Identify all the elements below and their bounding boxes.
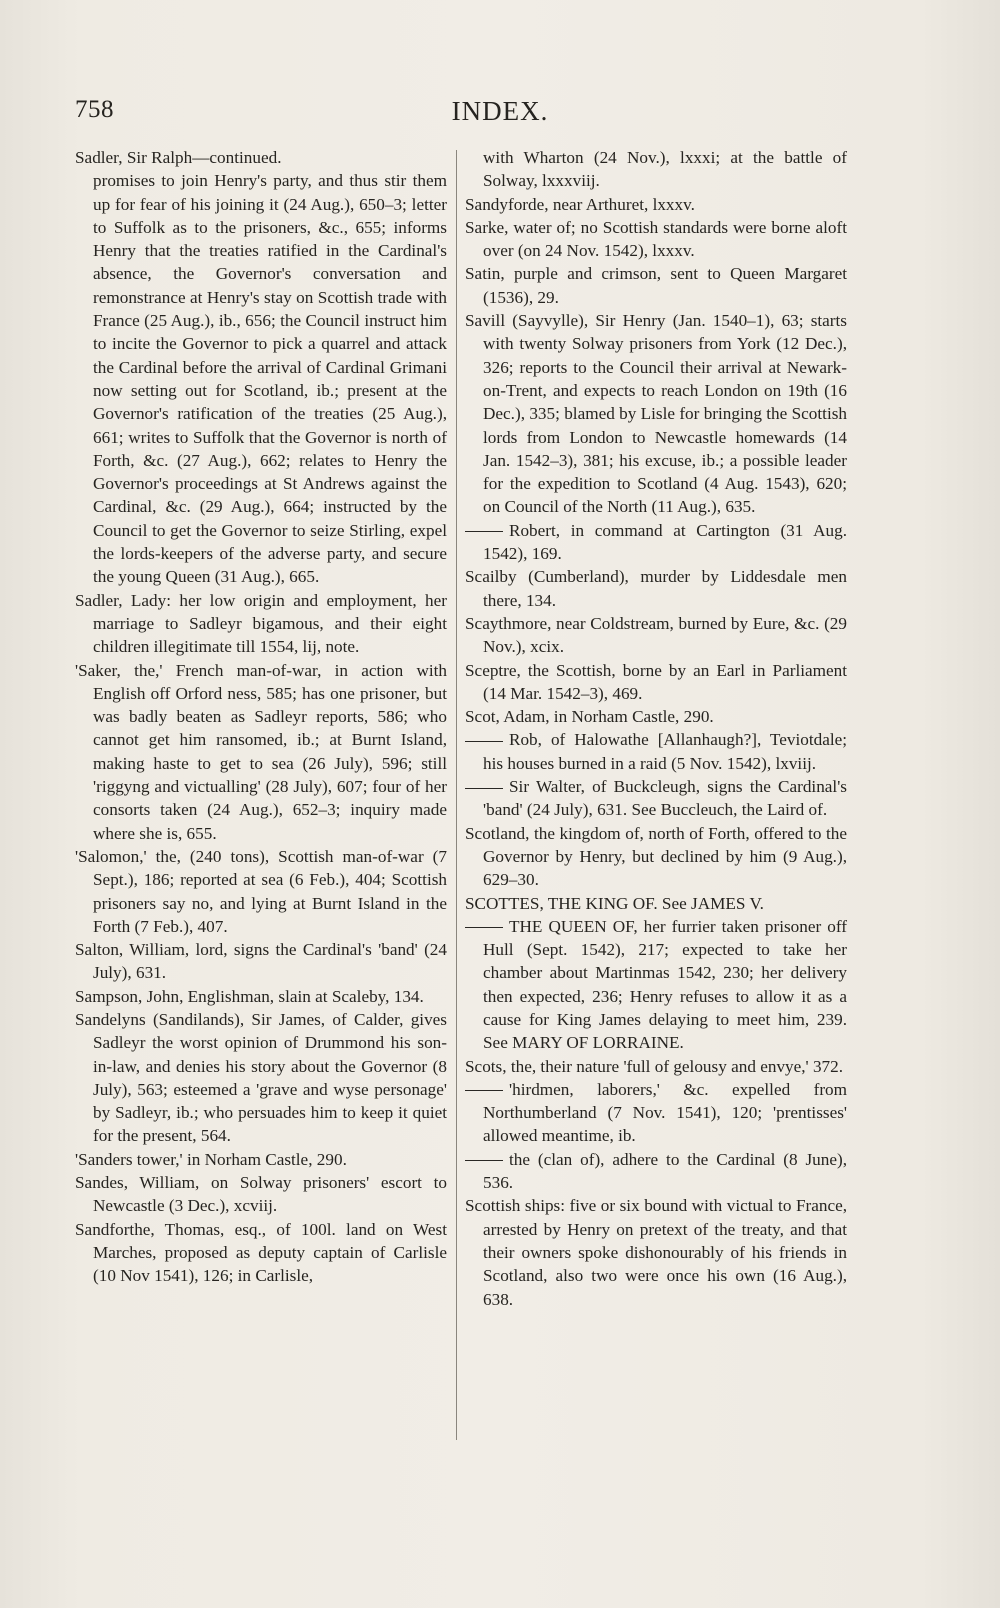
index-subentry bbox=[465, 1148, 847, 1195]
column-divider bbox=[456, 150, 457, 1440]
dash-rule bbox=[465, 741, 503, 742]
index-column-left bbox=[75, 146, 447, 1288]
index-entry: Scot, Adam, in Norham Castle, 290. bbox=[465, 707, 714, 727]
index-entry: Sandyforde, near Arthuret, lxxxv. bbox=[465, 194, 695, 214]
index-entry: Sceptre, the Scottish, borne by an Earl in Parliament (14 Mar. 1542–3), 469. bbox=[465, 660, 847, 703]
index-subentry-text: Rob, of Halowathe [Allanhaugh?], Teviotdale; his houses burned in a raid (5 Nov. 1542), lxviij. bbox=[483, 730, 847, 773]
index-entry: Scailby (Cumberland), murder by Liddesdale men there, 134. bbox=[465, 567, 847, 610]
index-subentry bbox=[465, 519, 847, 566]
index-entry: Scaythmore, near Coldstream, burned by Eure, &c. (29 Nov.), xcix. bbox=[465, 613, 847, 657]
index-entry: Salton, William, lord, signs the Cardinal's 'band' (24 July), 631. bbox=[75, 940, 447, 983]
index-entry: Scots, the, their nature 'full of gelousy and envye,' 372. bbox=[465, 1056, 844, 1076]
index-subentry-text: the (clan of), adhere to the Cardinal (8 June), 536. bbox=[483, 1149, 847, 1193]
index-entry-heading: Sadler, Sir Ralph—continued. bbox=[75, 148, 282, 167]
index-entry: Savill (Sayvylle), Sir Henry (Jan. 1540–1), 63; starts with twenty Solway prisoners from York (12 Dec.), 326; reports to the Council their arrival at Newark-on-Trent, and expects to reach London on 19th (16 Dec.), 335; blamed by Lisle for bringing the Scottish lords from London to Newcastle homewards (14 Jan. 1542–3), 381; his excuse, ib.; a possible leader for the expedition to Scotland (4 Aug. 1543), 620; on Council of the North (11 Aug.), 635. bbox=[465, 311, 847, 517]
index-entry: SCOTTES, THE KING OF. See JAMES V. bbox=[465, 893, 764, 913]
index-entry: Scottish ships: five or six bound with victual to France, arrested by Henry on pretext of the treaty, and that their owners spoke dishonourably of his friends in Scotland, also two were once his own (16 Aug.), 638. bbox=[465, 1196, 847, 1309]
index-subentry bbox=[465, 1078, 847, 1148]
index-subentry-text: 'hirdmen, laborers,' &c. expelled from Northumberland (7 Nov. 1541), 120; 'prentisses' allowed meantime, ib. bbox=[483, 1079, 847, 1146]
index-entry: Sarke, water of; no Scottish standards were borne aloft over (on 24 Nov. 1542), lxxxv. bbox=[465, 217, 847, 261]
index-entry-continuation: with Wharton (24 Nov.), lxxxi; at the battle of Solway, lxxxviij. bbox=[483, 148, 847, 191]
dash-rule bbox=[465, 1090, 503, 1091]
index-entry: Sandforthe, Thomas, esq., of 100l. land on West Marches, proposed as deputy captain of Carlisle (10 Nov 1541), 126; in Carlisle, bbox=[75, 1219, 447, 1286]
index-entry: 'Saker, the,' French man-of-war, in action with English off Orford ness, 585; has one prisoner, but was badly beaten as Sadleyr reports, 586; who cannot get him ransomed, ib.; at Burnt Island, making haste to get to sea (26 July), 596; still 'riggyng and victualling' (28 July), 607; four of her consorts taken (24 Aug.), 652–3; inquiry made where she is, 655. bbox=[75, 660, 447, 843]
dash-rule bbox=[465, 531, 503, 532]
index-entry: Sandes, William, on Solway prisoners' escort to Newcastle (3 Dec.), xcviij. bbox=[75, 1173, 447, 1216]
running-title: INDEX. bbox=[451, 96, 549, 126]
index-subentry-text: THE QUEEN OF, her furrier taken prisoner off Hull (Sept. 1542), 217; expected to take her chamber about Martinmas 1542, 230; her delivery then expected, 236; Henry refuses to allow it as a cause for King James delaying to meet him, 239. See MARY OF LORRAINE. bbox=[483, 916, 847, 1053]
index-entry: Sampson, John, Englishman, slain at Scaleby, 134. bbox=[75, 986, 424, 1006]
index-subentry-text: Robert, in command at Cartington (31 Aug. 1542), 169. bbox=[483, 520, 847, 564]
page-header bbox=[75, 96, 925, 132]
index-entry: Scotland, the kingdom of, north of Forth, offered to the Governor by Henry, but declined by him (9 Aug.), 629–30. bbox=[465, 823, 847, 890]
dash-rule bbox=[465, 927, 503, 928]
index-entry: Sadler, Lady: her low origin and employment, her marriage to Sadleyr bigamous, and their eight children illegitimate till 1554, lij, note. bbox=[75, 590, 447, 657]
index-entry: 'Salomon,' the, (240 tons), Scottish man-of-war (7 Sept.), 186; reported at sea (6 Feb.), 404; Scottish prisoners say no, and lying at Burnt Island in the Forth (7 Feb.), 407. bbox=[75, 846, 447, 936]
page-number: 758 bbox=[75, 96, 114, 123]
index-subentry bbox=[465, 915, 847, 1055]
dash-rule bbox=[465, 788, 503, 789]
index-subentry-text: Sir Walter, of Buckcleugh, signs the Cardinal's 'band' (24 July), 631. See Buccleuch, the Laird of. bbox=[483, 777, 847, 820]
index-subentry bbox=[465, 728, 847, 775]
index-entry: Satin, purple and crimson, sent to Queen Margaret (1536), 29. bbox=[465, 264, 847, 307]
index-column-right bbox=[465, 146, 847, 1311]
index-entry: 'Sanders tower,' in Norham Castle, 290. bbox=[75, 1149, 347, 1169]
index-subentry bbox=[465, 775, 847, 822]
dash-rule bbox=[465, 1160, 503, 1161]
index-entry: Sandelyns (Sandilands), Sir James, of Calder, gives Sadleyr the worst opinion of Drummond his son-in-law, and denies his story about the Governor (8 July), 563; esteemed a 'grave and wyse personage' by Sadleyr, ib.; who persuades him to keep it quiet for the present, 564. bbox=[75, 1009, 447, 1146]
index-entry-continuation: promises to join Henry's party, and thus stir them up for fear of his joining it (24 Aug.), 650–3; letter to Suffolk as to the prisoners, &c., 655; informs Henry that the treaties ratified in the Cardinal's absence, the Governor's conversation and remonstrance at Henry's stay on Scottish trade with France (25 Aug.), ib., 656; the Council instruct him to incite the Governor to pick a quarrel and attack the Cardinal before the arrival of Cardinal Grimani now setting out for Scotland, ib.; present at the Governor's ratification of the treaties (25 Aug.), 661; writes to Suffolk that the Governor is north of Forth, &c. (27 Aug.), 662; relates to Henry the Governor's proceedings at St Andrews against the Cardinal, &c. (29 Aug.), 664; instructed by the Council to get the Governor to seize Stirling, expel the lords-keepers of the adverse party, and secure the young Queen (31 Aug.), 665. bbox=[93, 171, 447, 587]
